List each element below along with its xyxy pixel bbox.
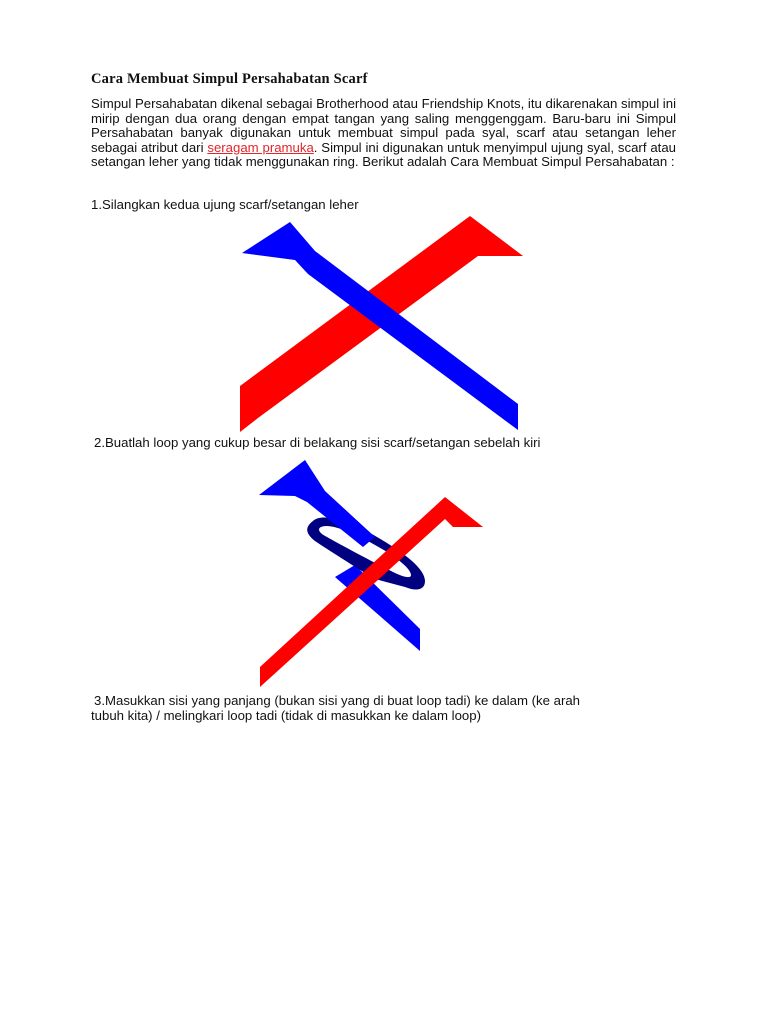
step-3-line-1: 3.Masukkan sisi yang panjang (bukan sisi yang di buat loop tadi) ke dalam (ke arah xyxy=(94,693,581,708)
seragam-pramuka-link[interactable]: seragam pramuka xyxy=(207,139,314,155)
page-title: Cara Membuat Simpul Persahabatan Scarf xyxy=(91,71,368,87)
intro-text-start: Simpul Persahabatan dikenal sebagai Brotherhood atau Friendship Knots, itu dikarenakan simpul ini mirip dengan dua orang dengan empat tangan yang saling menggenggam. Baru-baru ini Simpul Persahabatan banyak digunakan untuk membuat simpul pada syal, scarf atau setangan leher sebagai atribut dari xyxy=(91,96,677,155)
step-2-illustration xyxy=(255,457,485,690)
step-3-line-2: tubuh kita) / melingkari loop tadi (tidak di masukkan ke dalam loop) xyxy=(91,708,481,723)
intro-text-end: . Simpul ini digunakan untuk menyimpul ujung syal, scarf atau setangan leher yang tidak menggunakan ring. Berikut adalah Cara Membuat Simpul Persahabatan : xyxy=(91,139,676,170)
step-1-text: 1.Silangkan kedua ujung scarf/setangan leher xyxy=(91,197,359,212)
step-1-illustration xyxy=(240,214,530,436)
step-2-text: 2.Buatlah loop yang cukup besar di belakang sisi scarf/setangan sebelah kiri xyxy=(94,435,541,450)
intro-paragraph xyxy=(91,97,676,170)
step-3-text xyxy=(91,693,676,723)
